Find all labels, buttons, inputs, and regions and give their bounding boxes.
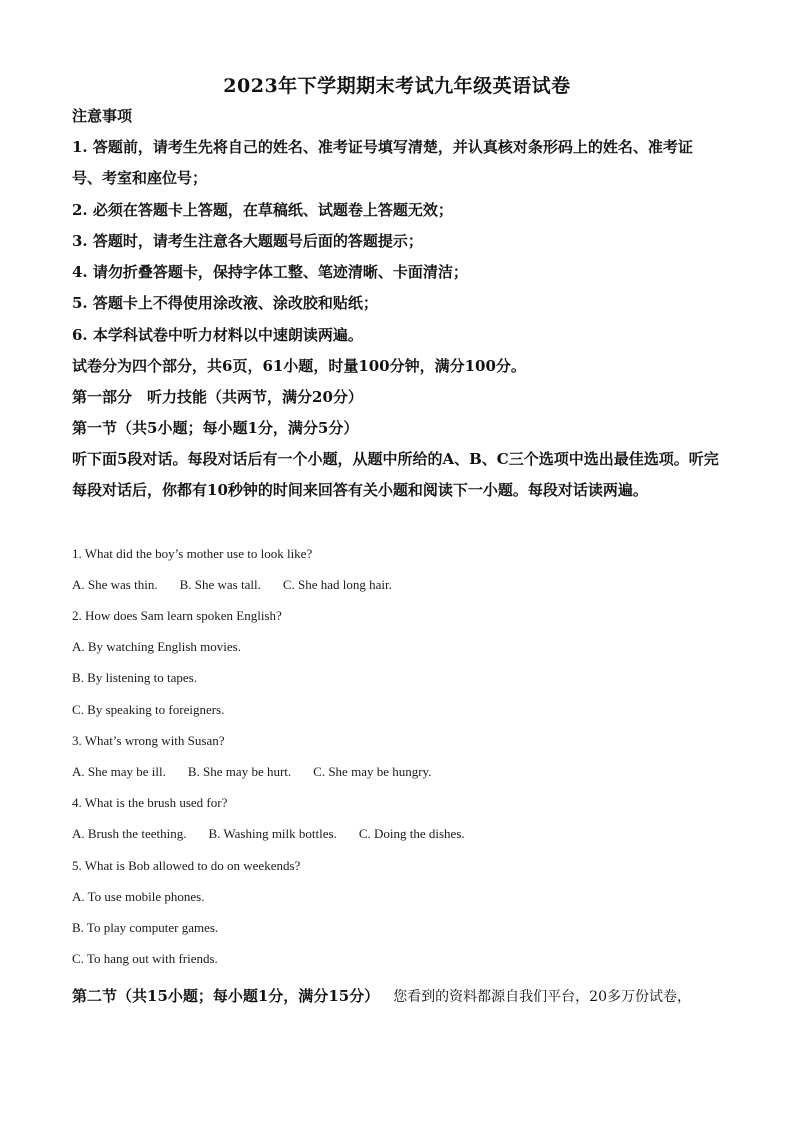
exam-title: 2023年下学期期末考试九年级英语试卷 <box>223 75 571 97</box>
question-1-stem: 1. What did the boy’s mother use to look like? <box>72 546 313 561</box>
question-5-option-b: B. To play computer games. <box>72 920 219 935</box>
notice-item-3: 3. 答题时，请考生注意各大题题号后面的答题提示； <box>72 232 423 250</box>
question-5-stem: 5. What is Bob allowed to do on weekends? <box>72 858 301 873</box>
notice-heading: 注意事项 <box>72 107 133 125</box>
question-3-option-b: B. She may be hurt. <box>187 764 292 779</box>
part1-heading: 第一部分 听力技能（共两节，满分20分） <box>72 388 363 406</box>
question-4-option-b: B. Washing milk bottles. <box>208 826 337 841</box>
section1-instructions: 听下面5段对话。每段对话后有一个小题，从题中所给的A、B、C三个选项中选出最佳选项。听完每段对话后，你都有10秒钟的时间来回答有关小题和阅读下一小题。每段对话读两遍。 <box>72 450 719 499</box>
question-3-stem: 3. What’s wrong with Susan? <box>72 733 225 748</box>
notice-item-6: 6. 本学科试卷中听力材料以中速朗读两遍。 <box>72 326 363 344</box>
notice-item-2: 2. 必须在答题卡上答题，在草稿纸、试题卷上答题无效； <box>72 201 453 219</box>
question-2-option-b: B. By listening to tapes. <box>72 670 197 685</box>
notice-item-1: 1. 答题前，请考生先将自己的姓名、准考证号填写清楚，并认真核对条形码上的姓名、准考证号、考室和座位号； <box>72 138 693 187</box>
question-5-option-c: C. To hang out with friends. <box>72 951 218 966</box>
notice-item-4: 4. 请勿折叠答题卡，保持字体工整、笔迹清晰、卡面清洁； <box>72 263 468 281</box>
exam-summary: 试卷分为四个部分，共6页，61小题，时量100分钟，满分100分。 <box>72 357 526 375</box>
question-2-option-c: C. By speaking to foreigners. <box>72 702 225 717</box>
section1-heading: 第一节（共5小题；每小题1分，满分5分） <box>72 419 359 437</box>
question-3-option-c: C. She may be hungry. <box>313 764 432 779</box>
watermark-text: 您看到的资料都源自我们平台，20多万份试卷， <box>393 989 692 1005</box>
question-2-stem: 2. How does Sam learn spoken English? <box>72 608 282 623</box>
question-1-option-b: B. She was tall. <box>179 577 261 592</box>
question-2-option-a: A. By watching English movies. <box>72 639 241 654</box>
question-4-options <box>72 824 722 844</box>
question-4-option-a: A. Brush the teething. <box>72 826 187 841</box>
question-1-option-a: A. She was thin. <box>72 577 158 592</box>
question-4-option-c: C. Doing the dishes. <box>358 826 465 841</box>
question-1-option-c: C. She had long hair. <box>282 577 392 592</box>
section2-heading: 第二节（共15小题；每小题1分，满分15分） <box>72 987 380 1005</box>
question-3-options <box>72 762 722 782</box>
section2-heading-line <box>72 981 722 1013</box>
question-1-options <box>72 575 722 595</box>
question-3-option-a: A. She may be ill. <box>72 764 166 779</box>
question-4-stem: 4. What is the brush used for? <box>72 795 228 810</box>
question-5-option-a: A. To use mobile phones. <box>72 889 205 904</box>
notice-item-5: 5. 答题卡上不得使用涂改液、涂改胶和贴纸； <box>72 294 378 312</box>
